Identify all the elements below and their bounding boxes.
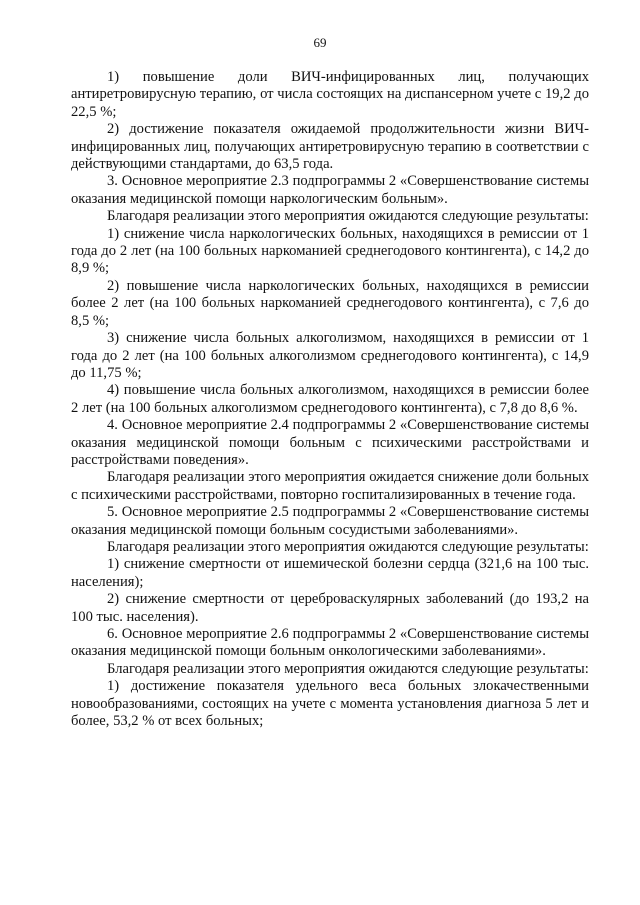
paragraph: Благодаря реализации этого мероприятия ожидаются следующие результаты: — [107, 538, 589, 555]
page-number: 69 — [313, 35, 327, 50]
paragraph: 2) повышение числа наркологических больных, находящихся в ремиссии более 2 лет (на 100 больных наркоманией среднегодового контингента), с 7,6 до 8,5 %; — [71, 277, 589, 329]
document-body — [71, 69, 589, 730]
paragraph: 4) повышение числа больных алкоголизмом, находящихся в ремиссии более 2 лет (на 100 больных алкоголизмом среднегодового контингента), с 7,8 до 8,6 %. — [71, 382, 589, 416]
paragraph: Благодаря реализации этого мероприятия ожидаются следующие результаты: — [107, 208, 589, 225]
paragraph: 1) достижение показателя удельного веса больных злокачественными новообразованиями, состоящих на учете с момента установления диагноза 5 лет и более, 53,2 % от всех больных; — [71, 678, 589, 730]
paragraph: 1) повышение доли ВИЧ-инфицированных лиц, получающих антиретровирусную терапию, от числа состоящих на диспансерном учете с 19,2 до 22,5 %; — [71, 69, 589, 120]
paragraph: 3) снижение числа больных алкоголизмом, находящихся в ремиссии от 1 года до 2 лет (на 100 больных алкоголизмом среднегодового контингента), с 14,9 до 11,75 %; — [71, 330, 589, 381]
paragraph: Благодаря реализации этого мероприятия ожидаются следующие результаты: — [107, 660, 589, 677]
paragraph: 3. Основное мероприятие 2.3 подпрограммы 2 «Совершенствование системы оказания медицинской помощи наркологическим больным». — [71, 173, 589, 207]
paragraph: 5. Основное мероприятие 2.5 подпрограммы 2 «Совершенствование системы оказания медицинской помощи больным сосудистыми заболеваниями». — [71, 504, 589, 538]
paragraph: Благодаря реализации этого мероприятия ожидается снижение доли больных с психическими расстройствами, повторно госпитализированных в течение года. — [71, 469, 589, 503]
paragraph: 6. Основное мероприятие 2.6 подпрограммы 2 «Совершенствование системы оказания медицинской помощи больным онкологическими заболеваниями». — [71, 626, 589, 660]
paragraph: 1) снижение смертности от ишемической болезни сердца (321,6 на 100 тыс. населения); — [71, 556, 589, 590]
paragraph: 2) снижение смертности от цереброваскулярных заболеваний (до 193,2 на 100 тыс. населения). — [71, 591, 589, 625]
paragraph: 4. Основное мероприятие 2.4 подпрограммы 2 «Совершенствование системы оказания медицинской помощи больным с психическими расстройствами и расстройствами поведения». — [71, 417, 589, 468]
paragraph: 2) достижение показателя ожидаемой продолжительности жизни ВИЧ-инфицированных лиц, получающих антиретровирусную терапию в соответствии с действующими стандартами, до 63,5 года. — [71, 121, 589, 173]
paragraph: 1) снижение числа наркологических больных, находящихся в ремиссии от 1 года до 2 лет (на 100 больных наркоманией среднегодового контингента), с 14,2 до 8,9 %; — [71, 225, 589, 277]
